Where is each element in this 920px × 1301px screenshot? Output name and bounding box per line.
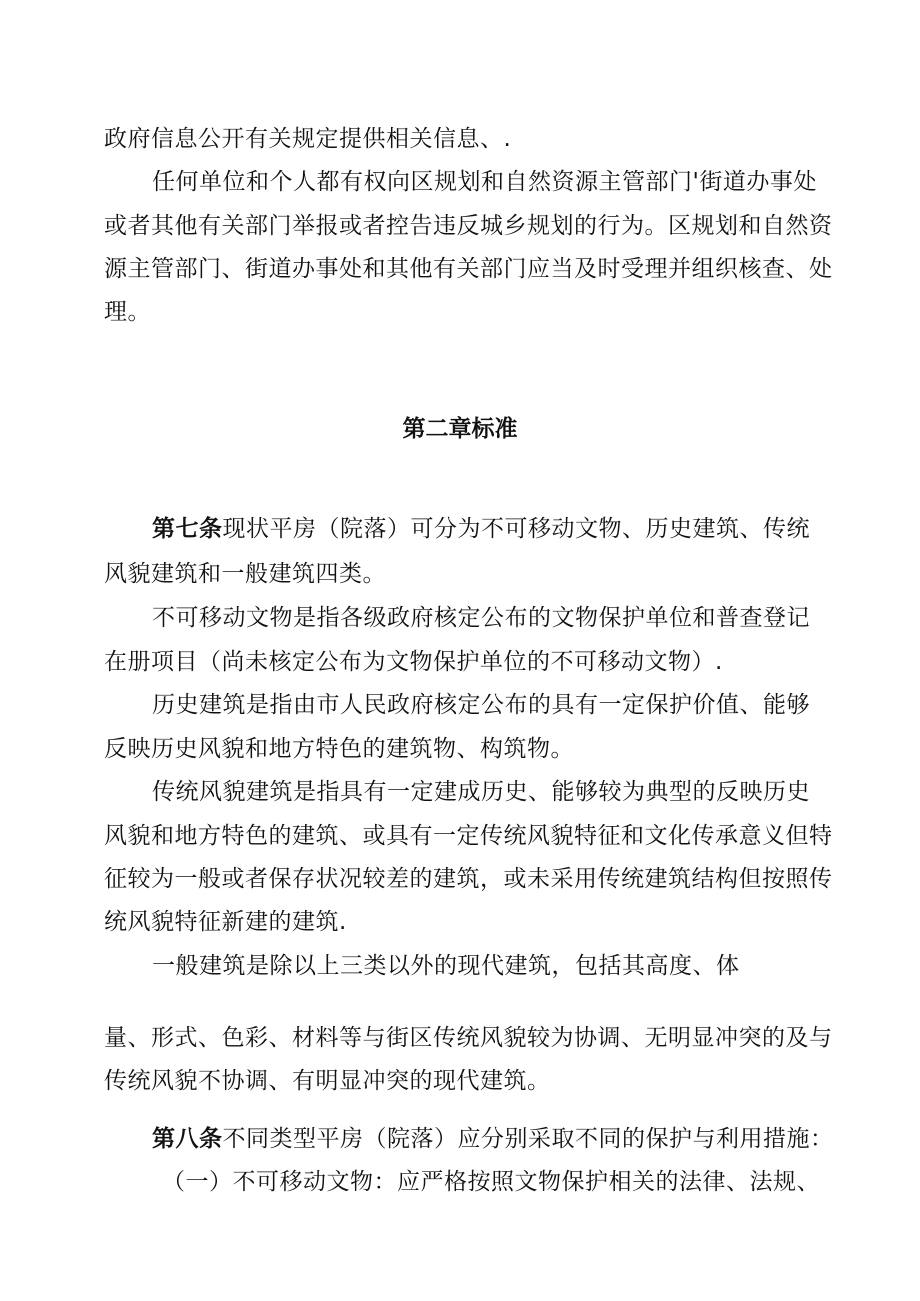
paragraph-line: 源主管部门、街道办事处和其他有关部门应当及时受理并组织核查、处 bbox=[104, 256, 833, 282]
paragraph-line: 传统风貌建筑是指具有一定建成历史、能够较为典型的反映历史 bbox=[152, 779, 810, 805]
paragraph-line: 不可移动文物是指各级政府核定公布的文物保护单位和普查登记 bbox=[152, 605, 810, 631]
paragraph-line: 风貌和地方特色的建筑、或具有一定传统风貌特征和文化传承意义但特 bbox=[104, 823, 833, 849]
paragraph-line: 统风貌特征新建的建筑. bbox=[104, 909, 347, 935]
article-7-label: 第七条 bbox=[152, 516, 223, 542]
paragraph-line: 反映历史风貌和地方特色的建筑物、构筑物。 bbox=[104, 736, 574, 762]
paragraph-line: 在册项目（尚未核定公布为文物保护单位的不可移动文物）. bbox=[104, 649, 723, 675]
paragraph-line: 量、形式、色彩、材料等与街区传统风貌较为协调、无明显冲突的及与 bbox=[104, 1025, 833, 1051]
article-7-text: 现状平房（院落）可分为不可移动文物、历史建筑、传统 bbox=[222, 516, 810, 542]
article-8-label: 第八条 bbox=[152, 1126, 223, 1152]
paragraph-line: 理。 bbox=[104, 299, 151, 325]
paragraph-line: 历史建筑是指由市人民政府核定公布的具有一定保护价值、能够 bbox=[152, 692, 810, 718]
paragraph-line: （一）不可移动文物：应严格按照文物保护相关的法律、法规、 bbox=[162, 1169, 820, 1195]
paragraph-line: 政府信息公开有关规定提供相关信息、. bbox=[104, 126, 512, 152]
paragraph-line: 或者其他有关部门举报或者控告违反城乡规划的行为。区规划和自然资 bbox=[104, 213, 833, 239]
article-7-line-1 bbox=[152, 514, 810, 544]
paragraph-line: 一般建筑是除以上三类以外的现代建筑，包括其高度、体 bbox=[152, 953, 740, 979]
paragraph-line: 传统风貌不协调、有明显冲突的现代建筑。 bbox=[104, 1068, 551, 1094]
chapter-heading: 第二章标准 bbox=[402, 416, 518, 442]
paragraph-line: 风貌建筑和一般建筑四类。 bbox=[104, 561, 386, 587]
paragraph-line: 任何单位和个人都有权向区规划和自然资源主管部门'街道办事处 bbox=[152, 169, 817, 195]
article-8-text: 不同类型平房（院落）应分别采取不同的保护与利用措施： bbox=[222, 1126, 834, 1152]
paragraph-line: 征较为一般或者保存状况较差的建筑，或未采用传统建筑结构但按照传 bbox=[104, 866, 833, 892]
article-8-line-1 bbox=[152, 1124, 834, 1154]
